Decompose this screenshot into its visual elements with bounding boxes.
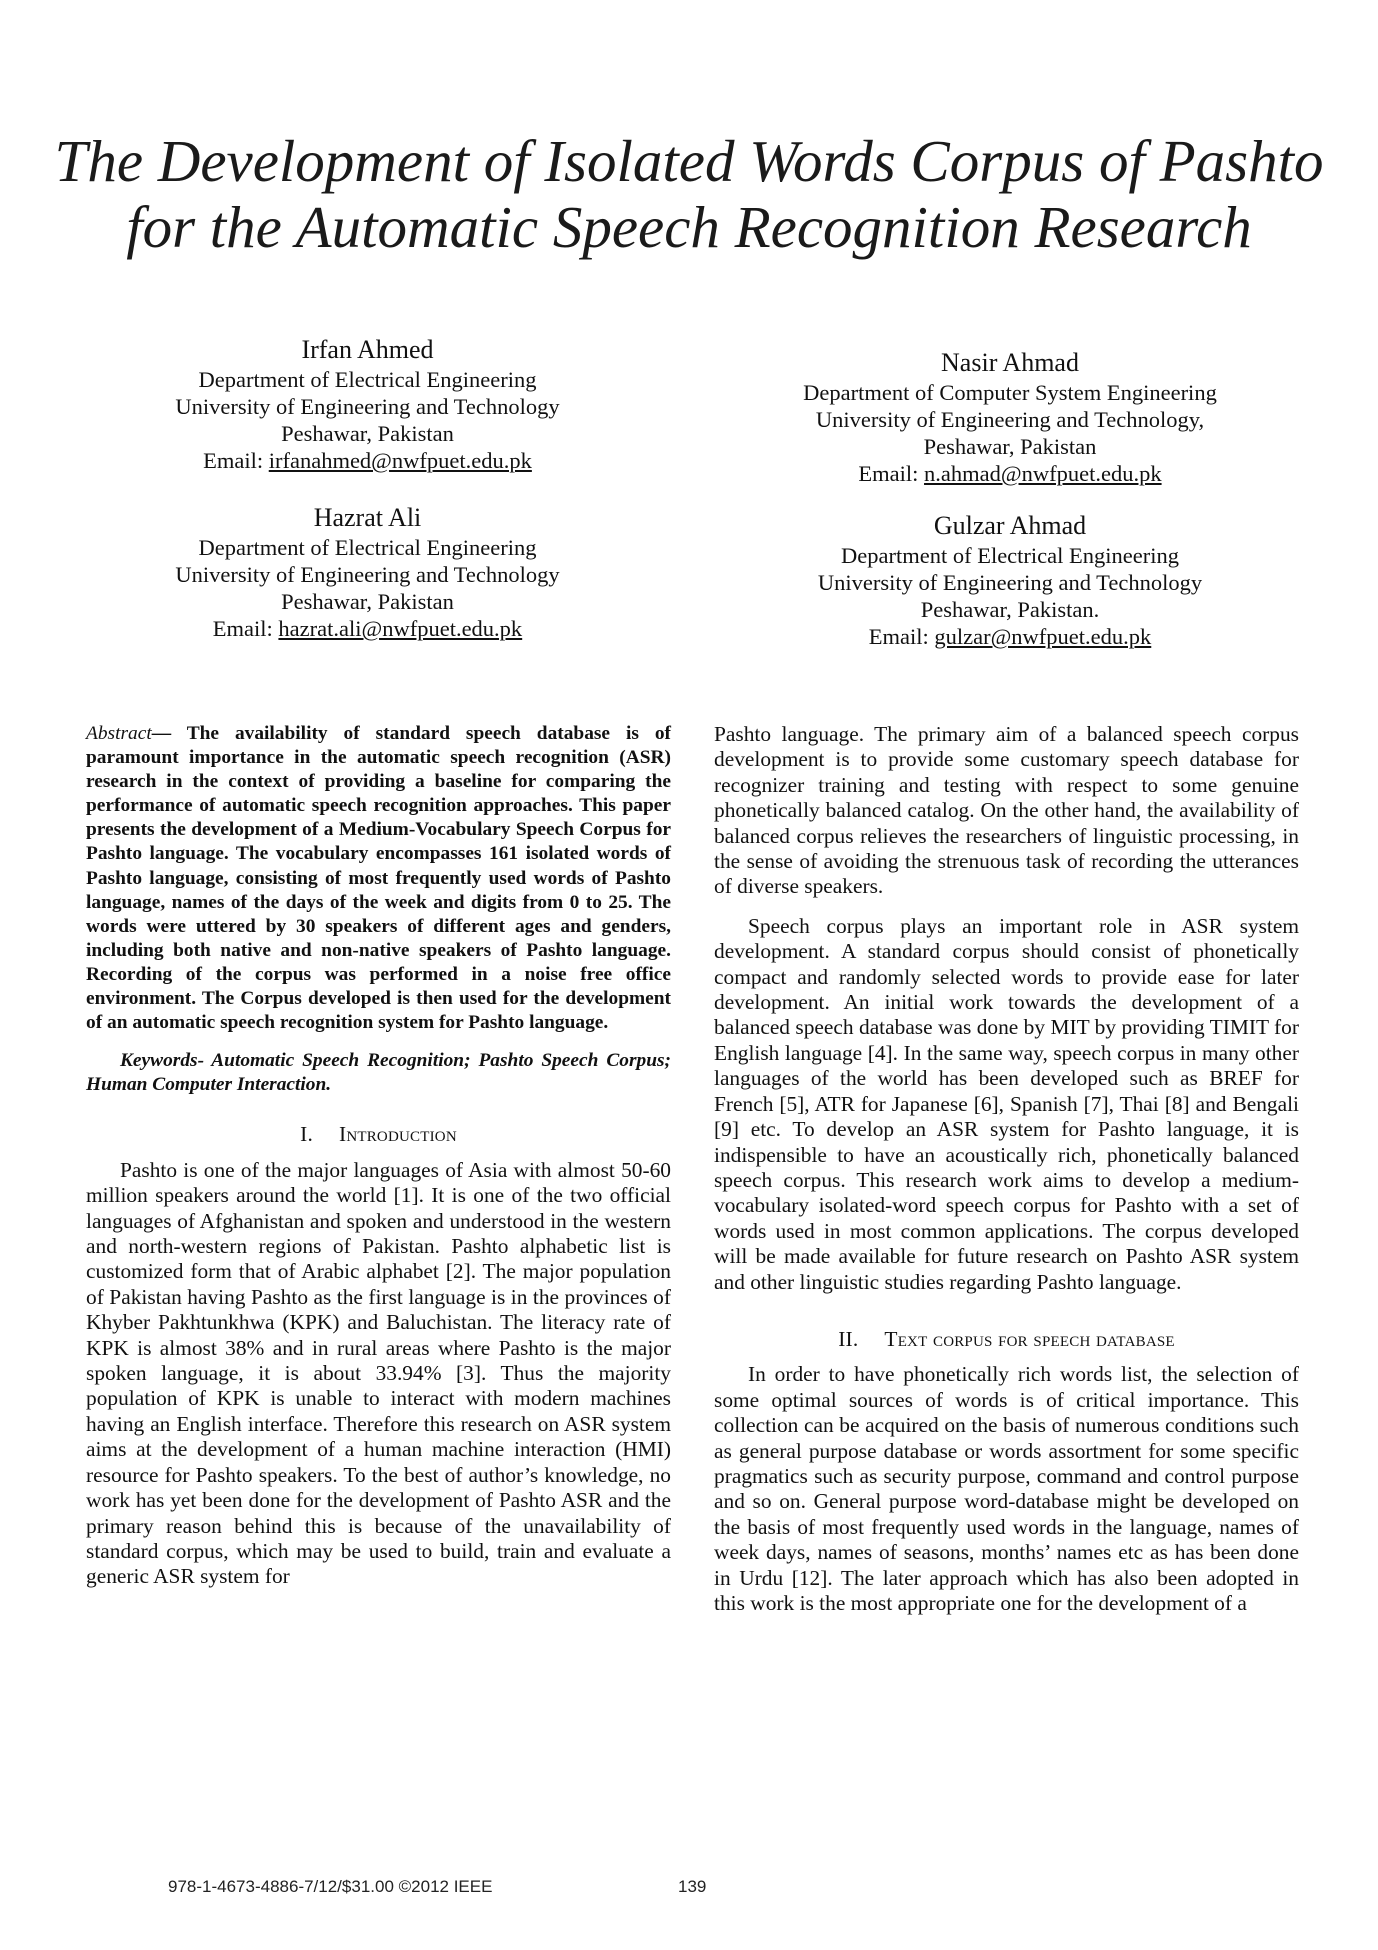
speech-corpus-paragraph: Speech corpus plays an important role in ASR system development. A standard corpus should consist of phonetically compact and randomly selected words to provide ease for later development. An initial work towards the development of a balanced speech database was done by MIT by providing TIMIT for English language [4]. In the same way, speech corpus in many other languages of the world has been developed such as BREF for French [5], ATR for Japanese [6], Spanish [7], Thai [8] and Bengali [9] etc. To develop an ASR system for Pashto language, it is indispensible to have an acoustically rich, phonetically balanced speech corpus. This research work aims to develop a medium-vocabulary isolated-word speech corpus for Pashto with a set of words used in most common applications. The corpus developed will be made available for future research on Pashto ASR system and other linguistic studies regarding Pashto language. xyxy=(714,913,1299,1294)
author-block-3 xyxy=(140,502,595,642)
author-email-link[interactable]: gulzar@nwfpuet.edu.pk xyxy=(934,624,1152,649)
keywords-text: Automatic Speech Recognition; Pashto Speech Corpus; Human Computer Interaction. xyxy=(86,1050,671,1096)
author-block-1 xyxy=(140,334,595,474)
author-city: Peshawar, Pakistan xyxy=(281,589,454,614)
author-city: Peshawar, Pakistan xyxy=(281,421,454,446)
page-number: 139 xyxy=(678,1877,707,1896)
left-column xyxy=(86,722,671,1590)
author-university: University of Engineering and Technology xyxy=(175,394,560,419)
right-column xyxy=(714,722,1299,1616)
email-label: Email: xyxy=(203,448,269,473)
abstract-dash: — xyxy=(151,723,172,744)
author-name: Irfan Ahmed xyxy=(301,335,434,364)
section-number: II. xyxy=(838,1326,859,1351)
abstract xyxy=(86,722,671,1035)
author-email-link[interactable]: n.ahmad@nwfpuet.edu.pk xyxy=(924,461,1162,486)
author-email-line xyxy=(140,447,595,474)
author-university: University of Engineering and Technology xyxy=(817,570,1203,595)
section-number: I. xyxy=(300,1122,313,1147)
author-email-line xyxy=(790,623,1230,650)
author-department: Department of Electrical Engineering xyxy=(198,535,537,560)
author-email-line xyxy=(780,460,1240,487)
abstract-lead: Abstract xyxy=(86,723,152,744)
author-block-4 xyxy=(790,510,1230,650)
continuation-paragraph: Pashto language. The primary aim of a balanced speech corpus development is to provide some customary speech database for recognizer training and testing with respect to some genuine phonetically balanced catalog. On the other hand, the availability of balanced corpus relieves the researchers of linguistic processing, in the sense of avoiding the strenuous task of recording the utterances of diverse speakers. xyxy=(714,722,1299,899)
email-label: Email: xyxy=(212,616,279,641)
title-line-2: for the Automatic Speech Recognition Research xyxy=(126,194,1252,260)
author-email-link[interactable]: irfanahmed@nwfpuet.edu.pk xyxy=(268,448,532,473)
author-university: University of Engineering and Technology xyxy=(175,562,560,587)
section-title: Text corpus for speech database xyxy=(884,1326,1175,1351)
intro-paragraph: Pashto is one of the major languages of Asia with almost 50-60 million speakers around the world [1]. It is one of the two official languages of Afghanistan and spoken and understood in the western and north-western regions of Pakistan. Pashto alphabetic list is customized form that of Arabic alphabet [2]. The major population of Pakistan having Pashto as the first language is in the provinces of Khyber Pakhtunkhwa (KPK) and Baluchistan. The literacy rate of KPK is almost 38% and in rural areas where Pashto is the major spoken language, it is about 33.94% [3]. Thus the majority population of KPK is unable to interact with modern machines having an English interface. Therefore this research on ASR system aims at the development of a human machine interaction (HMI) resource for Pashto speakers. To the best of author’s knowledge, no work has yet been done for the development of Pashto ASR and the primary reason behind this is because of the unavailability of standard corpus, which may be used to build, train and evaluate a generic ASR system for xyxy=(86,1157,671,1589)
author-block-2 xyxy=(780,347,1240,487)
email-label: Email: xyxy=(868,624,935,649)
author-city: Peshawar, Pakistan xyxy=(923,434,1097,459)
author-name: Hazrat Ali xyxy=(313,503,422,532)
author-department: Department of Electrical Engineering xyxy=(198,367,537,392)
title-line-1: The Development of Isolated Words Corpus of Pashto xyxy=(54,128,1324,194)
section-heading-text-corpus xyxy=(714,1327,1299,1352)
author-email-link[interactable]: hazrat.ali@nwfpuet.edu.pk xyxy=(278,616,523,641)
author-city: Peshawar, Pakistan. xyxy=(920,597,1100,622)
author-name: Nasir Ahmad xyxy=(941,348,1079,377)
paper-title xyxy=(40,128,1338,260)
author-university: University of Engineering and Technology, xyxy=(815,407,1205,432)
author-department: Department of Computer System Engineering xyxy=(803,380,1217,405)
section-title: Introduction xyxy=(339,1122,457,1147)
author-name: Gulzar Ahmad xyxy=(933,511,1087,540)
author-department: Department of Electrical Engineering xyxy=(841,543,1179,568)
text-corpus-paragraph: In order to have phonetically rich words list, the selection of some optimal sources of words is of critical importance. This collection can be acquired on the basis of numerous conditions such as general purpose database or words assortment for some specific pragmatics such as security purpose, command and control purpose and so on. General purpose word-database might be developed on the basis of most frequently used words in the language, names of week days, names of seasons, months’ names etc as has been done in Urdu [12]. The later approach which has also been adopted in this work is the most appropriate one for the development of a xyxy=(714,1362,1299,1615)
email-label: Email: xyxy=(858,461,925,486)
section-heading-introduction xyxy=(86,1122,671,1147)
author-email-line xyxy=(140,615,595,642)
keywords-lead: Keywords- xyxy=(120,1050,205,1072)
keywords xyxy=(86,1049,671,1097)
abstract-text: The availability of standard speech database is of paramount importance in the automatic speech recognition (ASR) research in the context of providing a baseline for comparing the performance of automatic speech recognition approaches. This paper presents the development of a Medium-Vocabulary Speech Corpus for Pashto language. The vocabulary encompasses 161 isolated words of Pashto language, consisting of most frequently used words of Pashto language, names of the days of the week and digits from 0 to 25. The words were uttered by 30 speakers of different ages and genders, including both native and non-native speakers of Pashto language. Recording of the corpus was performed in a noise free office environment. The Corpus developed is then used for the development of an automatic speech recognition system for Pashto language. xyxy=(86,723,671,1034)
copyright-notice: 978-1-4673-4886-7/12/$31.00 ©2012 IEEE xyxy=(168,1877,493,1896)
